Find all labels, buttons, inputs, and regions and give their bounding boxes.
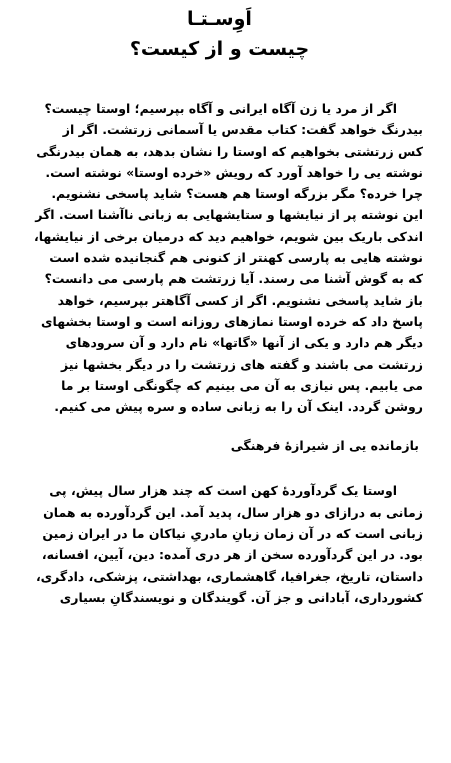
text-line: دیگر هم دارد و یکی از آنها «گاتها» نام دارد و آن سرودهای (65, 335, 423, 351)
text-line: زبانی است که در آن زمان زبانِ مادریِ نیاکان ما در ایران زمین (42, 526, 423, 542)
text-line: باز شاید پاسخی نشنویم. اگر از کسی آگاهتر بپرسیم، خواهد (57, 292, 423, 308)
text-line: که به گوش آشنا می رسند. آیا زرتشت هم پارسی می دانست؟ (44, 271, 423, 287)
text-line: اندکی باریک بین شویم، خواهیم دید که درمیان برخی از نیایشها، (33, 228, 423, 244)
text-line: چرا خرده؟ مگر بزرگه اوستا هم هست؟ شاید پاسخی نشنویم. (51, 186, 423, 202)
section-heading: بازمانده یی از شیرازهٔ فرهنگی (230, 438, 419, 454)
document-title: اَوِسـتـا (187, 8, 252, 30)
paragraph-section (16, 480, 423, 608)
text-line: روشن گردد. اینک آن را به زبانی ساده و سره پیش می کنیم. (54, 399, 423, 415)
text-line: می یابیم. پس نیازی به آن می بینیم که چگونگی اوستا بر ما (61, 377, 423, 393)
document-subtitle: چیست و از کیست؟ (129, 38, 310, 60)
text-line: این نوشته پر از نیایشها و ستایشهایی به زبانی ناآشنا است. اگر (35, 207, 423, 223)
paragraph-intro (16, 98, 423, 417)
text-line: اگر از مرد یا زن آگاه ایرانی و آگاه بپرسیم؛ اوستا چیست؟ (44, 101, 397, 116)
text-line: بیدرنگ خواهد گفت: کتاب مقدس یا آسمانی زرتشت. اگر از (62, 122, 423, 138)
text-line: پاسخ داد که خرده اوستا نمازهای روزانه است و اوستا بخشهای (41, 313, 423, 329)
text-line: نوشته هایی به پارسی کهنتر از کنونی هم گنجانیده شده است (49, 250, 423, 266)
text-line: نوشته یی را خواهد آورد که رویش «خرده اوستا» نوشته است. (45, 164, 423, 180)
text-line: کس زرتشتی بخواهیم که اوستا را نشان بدهد، به همان بیدرنگی (36, 143, 423, 159)
text-line: بود. در این گردآورده سخن از هر دری آمده: دین، آیین، افسانه، (41, 547, 423, 563)
text-line: اوستا یک گردآوردهٔ کهن است که چند هزار سال پیش، پی (49, 483, 397, 499)
text-line: داستان، تاریخ، جغرافیا، گاهشماری، بهداشتی، پزشکی، دادگری، (35, 568, 423, 584)
text-line: زرتشت می باشند و گفته های زرتشت را در دیگر بخشها نیز (60, 356, 423, 372)
text-line: کشورداری، آبادانی و جز آن. گویندگان و نویسندگانِ بسیاری (59, 589, 423, 605)
text-line: زمانی به درازای دو هزار سال، پدید آمد. این گردآورده به همان (43, 504, 423, 520)
